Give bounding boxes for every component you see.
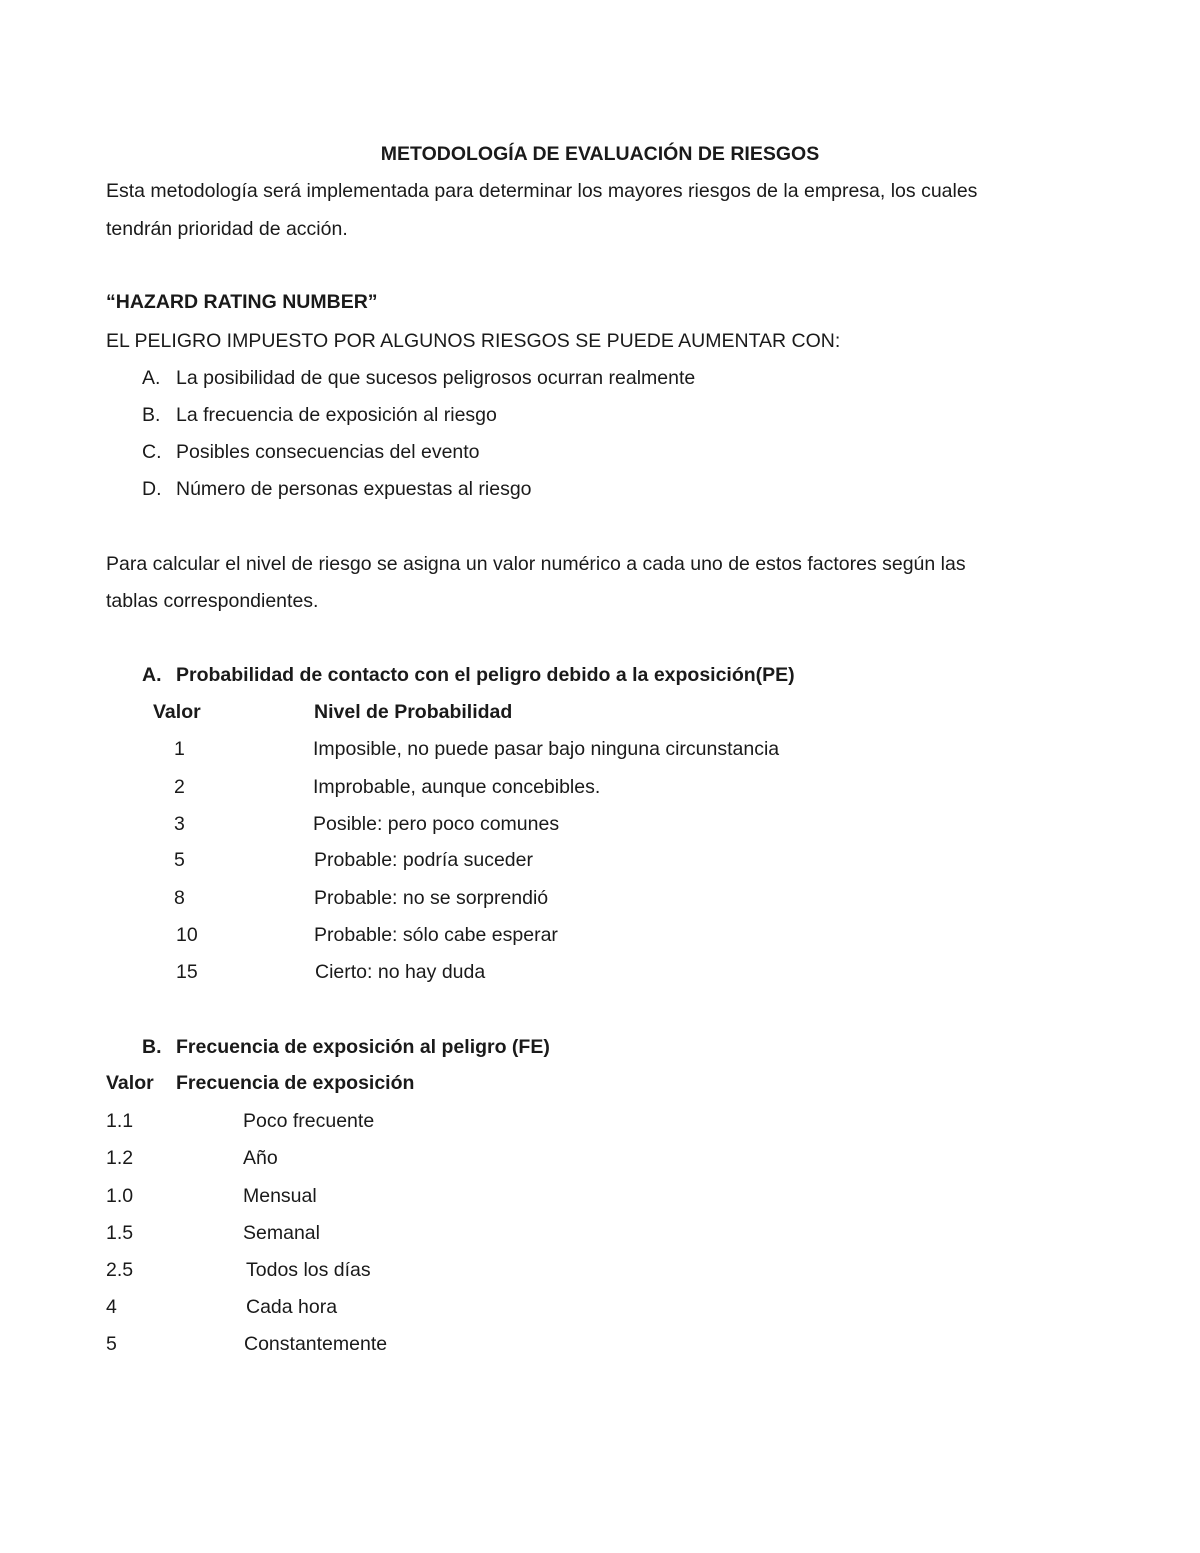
table-fe-row-value: 1.5 — [106, 1222, 134, 1244]
table-pe-title: Probabilidad de contacto con el peligro debido a la exposición(PE) — [176, 664, 795, 686]
table-pe-row-value: 1 — [174, 738, 185, 760]
intro-text-line-1: Esta metodología será implementada para determinar los mayores riesgos de la empresa, los cuales — [106, 180, 978, 202]
table-fe-row-value: 4 — [106, 1296, 117, 1318]
hazard-subheading: EL PELIGRO IMPUESTO POR ALGUNOS RIESGOS SE PUEDE AUMENTAR CON: — [106, 330, 841, 352]
table-pe-row-desc: Posible: pero poco comunes — [313, 813, 560, 835]
table-fe-row-value: 1.1 — [106, 1110, 134, 1132]
factor-item — [142, 403, 497, 427]
table-pe-marker: A. — [142, 664, 162, 686]
table-fe-col-desc: Frecuencia de exposición — [176, 1072, 415, 1094]
factor-item — [142, 440, 480, 464]
table-pe-row-desc: Probable: sólo cabe esperar — [314, 924, 558, 946]
factor-marker: D. — [142, 478, 162, 500]
table-pe-row-value: 10 — [176, 924, 198, 946]
factor-text: La posibilidad de que sucesos peligrosos ocurran realmente — [176, 367, 696, 389]
table-pe-col-desc: Nivel de Probabilidad — [314, 701, 513, 723]
table-pe-row-value: 3 — [174, 813, 185, 835]
table-pe-row-value: 8 — [174, 887, 185, 909]
table-pe-row-desc: Improbable, aunque concebibles. — [313, 776, 601, 798]
factor-text: Número de personas expuestas al riesgo — [176, 478, 532, 500]
table-fe-row-desc: Año — [243, 1147, 278, 1169]
table-fe-row-desc: Semanal — [243, 1222, 320, 1244]
table-fe-row-desc: Mensual — [243, 1185, 317, 1207]
table-pe-row-desc: Probable: podría suceder — [314, 849, 533, 871]
table-pe-row-value: 5 — [174, 849, 185, 871]
factor-text: Posibles consecuencias del evento — [176, 441, 480, 463]
table-pe-row-desc: Probable: no se sorprendió — [314, 887, 549, 909]
table-fe-row-value: 2.5 — [106, 1259, 134, 1281]
table-fe-title: Frecuencia de exposición al peligro (FE) — [176, 1036, 550, 1058]
document-title: METODOLOGÍA DE EVALUACIÓN DE RIESGOS — [380, 143, 820, 165]
table-fe-row-desc: Todos los días — [246, 1259, 371, 1281]
table-pe-row-value: 2 — [174, 776, 185, 798]
table-pe-row-desc: Cierto: no hay duda — [315, 961, 486, 983]
table-fe-heading — [142, 1035, 550, 1059]
table-fe-row-value: 1.2 — [106, 1147, 134, 1169]
table-pe-row-value: 15 — [176, 961, 198, 983]
table-fe-marker: B. — [142, 1036, 162, 1058]
factor-item — [142, 477, 532, 501]
table-fe-row-desc: Cada hora — [246, 1296, 338, 1318]
table-fe-row-desc: Poco frecuente — [243, 1110, 375, 1132]
table-fe-row-desc: Constantemente — [244, 1333, 388, 1355]
intro-text-line-2: tendrán prioridad de acción. — [106, 218, 348, 240]
calc-text-line-1: Para calcular el nivel de riesgo se asigna un valor numérico a cada uno de estos factores según las — [106, 553, 966, 575]
factor-marker: B. — [142, 404, 161, 426]
calc-text-line-2: tablas correspondientes. — [106, 590, 319, 612]
table-fe-row-value: 1.0 — [106, 1185, 134, 1207]
factor-marker: C. — [142, 441, 162, 463]
factor-item — [142, 366, 695, 390]
table-pe-col-value: Valor — [153, 701, 201, 723]
factor-marker: A. — [142, 367, 161, 389]
table-fe-row-value: 5 — [106, 1333, 117, 1355]
table-pe-row-desc: Imposible, no puede pasar bajo ninguna circunstancia — [313, 738, 780, 760]
table-fe-col-value: Valor — [106, 1072, 154, 1094]
factor-text: La frecuencia de exposición al riesgo — [176, 404, 497, 426]
table-pe-heading — [142, 663, 795, 687]
hazard-heading: “HAZARD RATING NUMBER” — [106, 291, 378, 313]
